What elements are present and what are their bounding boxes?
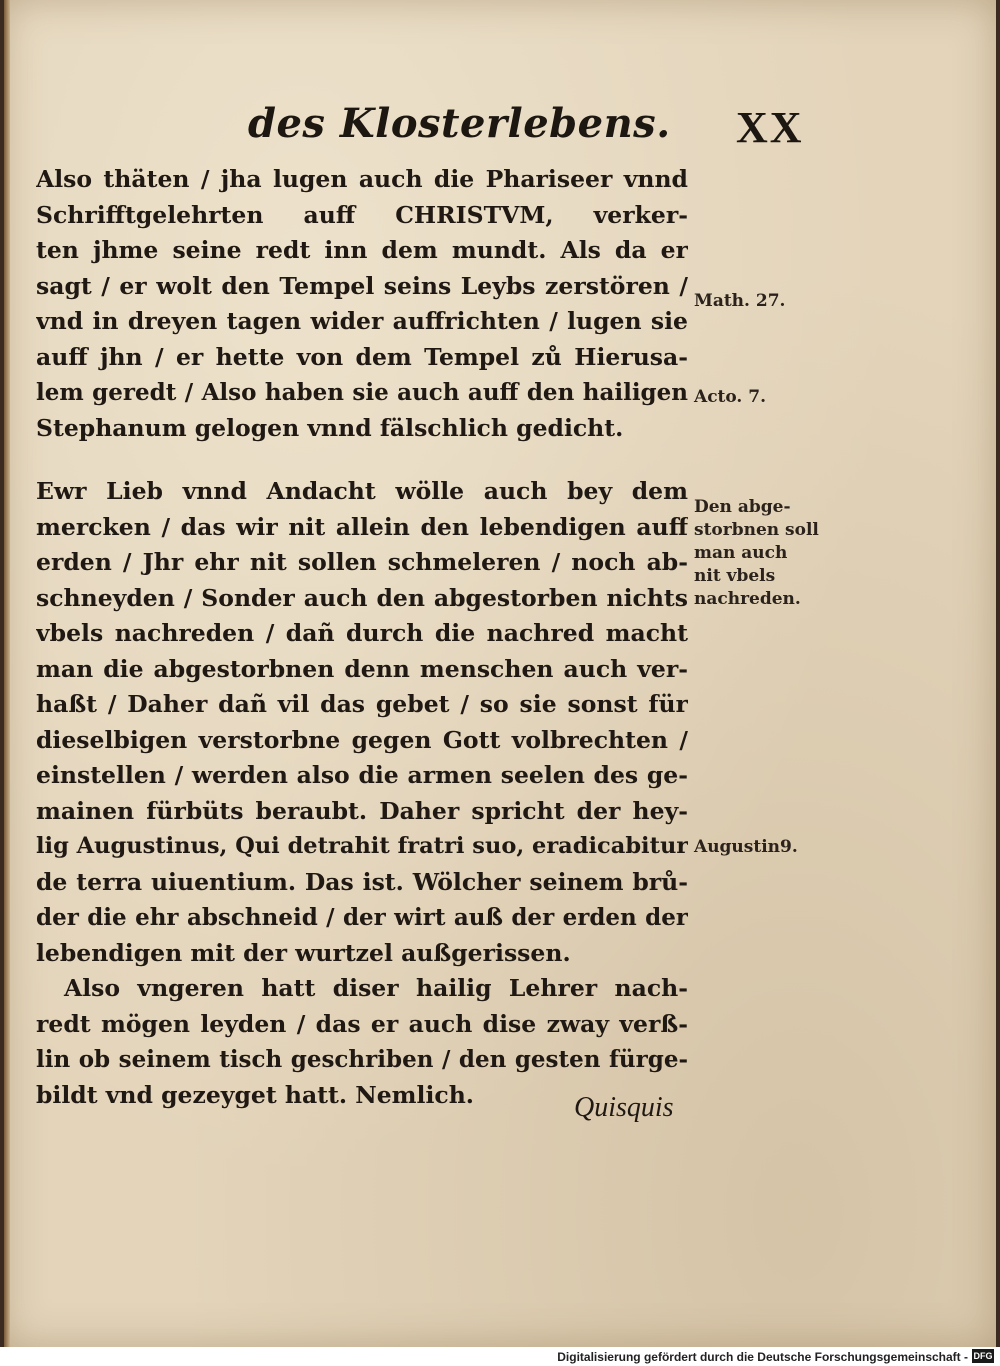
catchword: Quisquis xyxy=(574,1092,674,1123)
text-line: lin ob seinem tisch geschriben / den gesten fürge- xyxy=(36,1046,688,1073)
text-line: ten jhme seine redt inn dem mundt. Als da er xyxy=(36,236,688,264)
text-line: Stephanum gelogen vnnd fälschlich gedicht. xyxy=(36,413,624,442)
text-line: haßt / Daher dañ vil das gebet / so sie sonst für xyxy=(36,690,688,718)
text-line: Ewr Lieb vnnd Andacht wölle auch bey dem xyxy=(36,477,688,505)
text-line: de terra uiuentium. Das ist. Wölcher seinem brů- xyxy=(36,867,688,896)
folio-number: XX xyxy=(736,103,804,152)
text-line: Schrifftgelehrten auff CHRISTVM, verker- xyxy=(36,200,688,229)
text-line: erden / Jhr ehr nit sollen schmeleren / noch ab- xyxy=(36,548,688,576)
margin-note-line: man auch xyxy=(694,543,788,563)
margin-note-line: Acto. 7. xyxy=(694,387,767,407)
text-line: man die abgestorbnen denn menschen auch ver- xyxy=(36,654,688,683)
margin-note-acto xyxy=(694,386,766,409)
main-text xyxy=(36,162,688,1113)
page-edge xyxy=(4,0,10,1347)
text-line: redt mögen leyden / das er auch dise zway verß- xyxy=(36,1009,688,1038)
margin-note-abgestorbnen xyxy=(694,496,819,611)
funding-credit: Digitalisierung gefördert durch die Deutsche Forschungsgemeinschaft - xyxy=(557,1350,968,1364)
text-line: bildt vnd gezeyget hatt. Nemlich. xyxy=(36,1080,474,1109)
text-line: der die ehr abschneid / der wirt auß der erden der xyxy=(36,904,688,931)
text-line: einstellen / werden also die armen seelen des ge- xyxy=(36,761,688,789)
margin-note-augustin xyxy=(694,836,798,859)
text-line: sagt / er wolt den Tempel seins Leybs zerstören / xyxy=(36,271,688,300)
margin-note-line: nachreden. xyxy=(694,589,801,609)
running-head: des Klosterlebens. xyxy=(248,100,671,147)
text-line: Also vngeren hatt diser hailig Lehrer nach- xyxy=(64,974,688,1002)
margin-note-math xyxy=(694,290,785,313)
text-line: lem geredt / Also haben sie auch auff den hailigen xyxy=(36,379,688,406)
text-line: dieselbigen verstorbne gegen Gott volbrechten / xyxy=(36,725,688,754)
text-line: schneyden / Sonder auch den abgestorben nichts xyxy=(36,583,688,612)
paragraph-gap xyxy=(36,446,688,474)
text-line: lebendigen mit der wurtzel außgerissen. xyxy=(36,938,571,967)
margin-note-line: Math. 27. xyxy=(694,291,786,311)
margin-note-line: nit vbels xyxy=(694,566,776,586)
text-line: mainen fürbüts beraubt. Daher spricht der hey- xyxy=(36,796,688,825)
margin-note-line: storbnen soll xyxy=(694,520,819,540)
text-line: mercken / das wir nit allein den lebendigen auff xyxy=(36,512,688,541)
text-line: vnd in dreyen tagen wider auffrichten / lugen sie xyxy=(36,307,688,335)
text-line: auff jhn / er hette von dem Tempel zů Hierusa- xyxy=(36,342,688,371)
dfg-logo-icon: DFG xyxy=(973,1351,993,1361)
text-line: lig Augustinus, Qui detrahit fratri suo, eradicabitur xyxy=(36,833,688,859)
text-line: vbels nachreden / dañ durch die nachred macht xyxy=(36,619,688,647)
margin-note-line: Augustin9. xyxy=(694,837,798,857)
margin-note-line: Den abge- xyxy=(694,497,791,517)
text-line: Also thäten / jha lugen auch die Phariseer vnnd xyxy=(36,165,688,193)
